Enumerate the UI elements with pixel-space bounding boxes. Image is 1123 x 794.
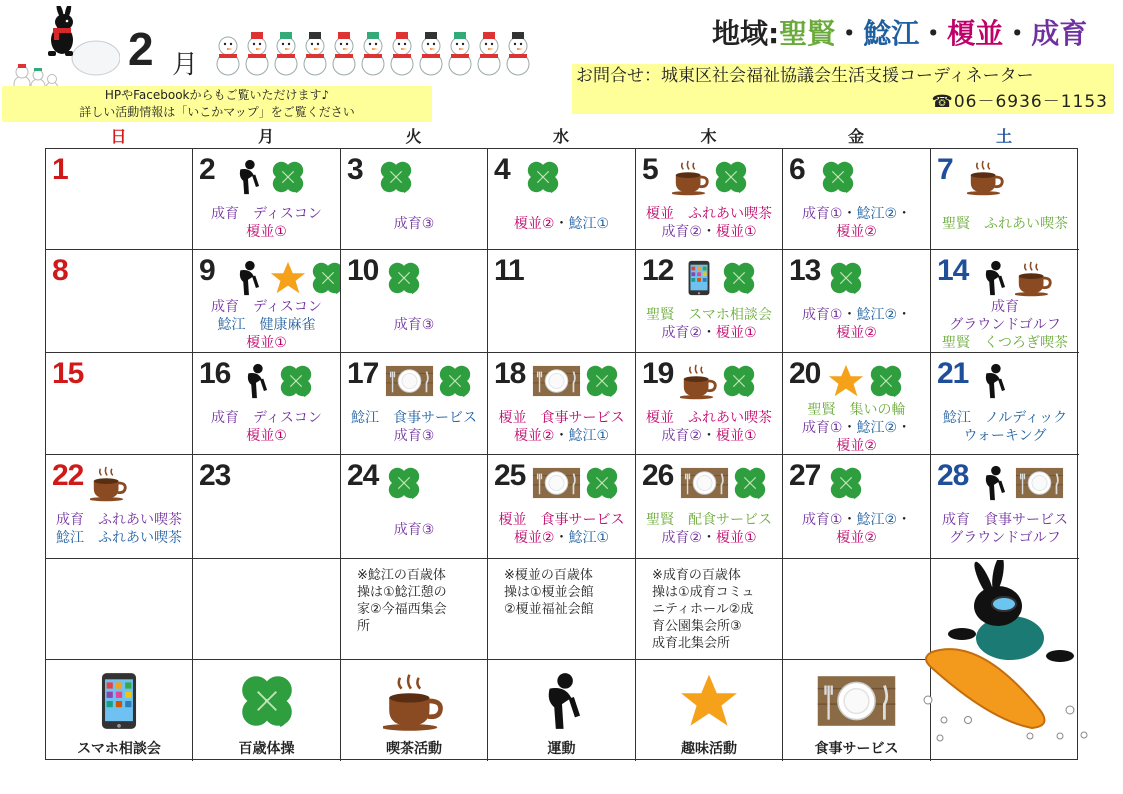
activity-icons [385, 256, 423, 300]
calendar-day-cell [193, 149, 341, 250]
exercise-icon [975, 362, 1013, 400]
event-list [783, 306, 930, 342]
event-line: 成育③ [393, 317, 435, 333]
clover-icon [377, 158, 415, 196]
coffee-icon [90, 464, 128, 502]
event-line: ウォーキング [963, 428, 1047, 444]
day-number: 22 [52, 459, 84, 492]
clover-icon [731, 464, 769, 502]
meal-icon [1015, 464, 1064, 502]
event-list [488, 511, 635, 547]
event-list [46, 511, 192, 547]
day-number: 10 [347, 254, 379, 287]
meal-icon [816, 670, 897, 732]
event-line: 榎並② [836, 438, 877, 454]
exercise-icon [237, 362, 275, 400]
calendar-day-cell [636, 353, 783, 455]
clover-icon [269, 158, 307, 196]
activity-icons [827, 359, 905, 403]
event-part: 鯰江② [856, 206, 898, 222]
event-part: ・ [842, 206, 857, 222]
calendar-day-cell [931, 455, 1079, 559]
note-cell [46, 559, 193, 660]
coffee-icon [967, 158, 1005, 196]
clover-icon [867, 362, 905, 400]
event-list [193, 409, 340, 445]
notice-banner [2, 86, 432, 122]
calendar-day-cell [193, 455, 341, 559]
activity-icons [827, 461, 865, 505]
smartphone-icon [88, 670, 150, 732]
exercise-icon [975, 259, 1013, 297]
legend-icon-wrap [193, 668, 340, 734]
event-line: 榎並② [836, 325, 877, 341]
legend-cell [341, 660, 488, 761]
calendar-day-cell [931, 353, 1079, 455]
notice-line-2: 詳しい活動情報は「いこかマップ」をご覧ください [79, 105, 355, 119]
activity-icons [90, 461, 128, 505]
region-name: 聖賢 [779, 17, 836, 50]
event-part: ・ [702, 224, 716, 240]
event-part: 成育① [801, 307, 843, 323]
event-line [783, 205, 930, 223]
calendar-day-cell [46, 455, 193, 559]
event-part: 成育① [801, 420, 843, 436]
event-part: ・ [702, 428, 716, 444]
event-part: 成育② [661, 428, 702, 444]
event-line [783, 511, 930, 529]
event-part: 榎並② [513, 428, 555, 444]
activity-icons [827, 256, 865, 300]
activity-icons [385, 359, 474, 403]
event-list [341, 215, 487, 233]
event-list [636, 205, 782, 241]
region-name: 鯰江 [863, 17, 920, 50]
event-list [488, 409, 635, 445]
event-list [783, 401, 930, 455]
event-line [636, 223, 782, 241]
clover-icon [524, 158, 562, 196]
event-line: 聖賢 集いの輪 [807, 402, 906, 418]
event-part: 鯰江① [568, 216, 610, 232]
day-number: 21 [937, 357, 969, 390]
day-number: 6 [789, 153, 805, 186]
calendar-day-cell [193, 250, 341, 353]
event-line: 聖賢 配食サービス [646, 512, 772, 528]
weekday-label: 火 [405, 127, 422, 146]
activity-icons [672, 155, 750, 199]
event-line [783, 306, 930, 324]
event-part: 成育② [661, 530, 702, 546]
clover-icon [385, 464, 423, 502]
exercise-icon [229, 158, 267, 196]
event-line: 聖賢 スマホ相談会 [646, 307, 772, 323]
activity-icons [680, 359, 758, 403]
calendar-day-cell [931, 250, 1079, 353]
event-part: 榎並② [513, 530, 555, 546]
event-list [783, 205, 930, 241]
smartphone-icon [680, 259, 718, 297]
legend-label: 百歳体操 [238, 741, 295, 757]
activity-icons [975, 256, 1053, 300]
contact-text: お問合せ：城東区社会福祉協議会生活支援コーディネーター [576, 66, 1034, 86]
clover-icon [720, 362, 758, 400]
event-line: 榎並② [836, 530, 877, 546]
event-part: 鯰江① [568, 428, 610, 444]
day-number: 23 [199, 459, 231, 492]
event-part: ・ [702, 530, 716, 546]
calendar-day-cell [341, 250, 488, 353]
event-part: 榎並① [716, 325, 757, 341]
weekday-label: 月 [257, 127, 274, 146]
clover-icon [436, 362, 474, 400]
day-number: 19 [642, 357, 674, 390]
calendar-day-cell [488, 250, 636, 353]
legend-label: スマホ相談会 [77, 741, 161, 757]
clover-icon [819, 158, 857, 196]
meal-icon [532, 362, 581, 400]
weekday-label: 日 [110, 127, 127, 146]
legend-cell [488, 660, 636, 761]
calendar-day-cell [636, 455, 783, 559]
day-number: 26 [642, 459, 674, 492]
event-list [193, 205, 340, 241]
region-separator: ・ [835, 17, 864, 50]
day-number: 1 [52, 153, 68, 186]
activity-icons [680, 461, 769, 505]
event-list [488, 215, 635, 233]
day-number: 17 [347, 357, 379, 390]
activity-icons [229, 155, 307, 199]
calendar-day-cell [636, 250, 783, 353]
legend-label: 食事サービス [814, 741, 899, 757]
event-part: ・ [897, 307, 912, 323]
clover-icon [277, 362, 315, 400]
clover-icon [385, 259, 423, 297]
venue-note: ※鯰江の百歳体 操は①鯰江憩の 家②今福西集会 所 [357, 568, 447, 634]
meal-icon [680, 464, 729, 502]
event-part: ・ [554, 428, 569, 444]
event-line: 成育 ふれあい喫茶 [56, 512, 182, 528]
event-line: 鯰江 健康麻雀 [217, 317, 316, 333]
event-list [931, 511, 1079, 547]
snowboarding-bunny-illustration [920, 560, 1100, 760]
legend-icon-wrap [46, 668, 192, 734]
event-part: 鯰江② [856, 512, 898, 528]
region-name: 成育 [1031, 17, 1088, 50]
clover-icon [712, 158, 750, 196]
coffee-icon [680, 362, 718, 400]
event-list [931, 215, 1079, 233]
snowmen-row-illustration [216, 22, 536, 82]
event-part: ・ [842, 512, 857, 528]
event-line: 成育③ [393, 428, 435, 444]
region-legend [712, 12, 1087, 52]
clover-icon [583, 362, 621, 400]
activity-icons [524, 155, 562, 199]
day-number: 11 [494, 254, 524, 287]
event-list [193, 298, 340, 352]
clover-icon [309, 259, 341, 297]
day-number: 9 [199, 254, 215, 287]
region-separator: ・ [1003, 17, 1032, 50]
legend-label: 運動 [547, 741, 576, 757]
event-part: ・ [702, 325, 716, 341]
legend-icon-wrap [488, 668, 635, 734]
event-line: 聖賢 ふれあい喫茶 [942, 216, 1068, 232]
day-number: 28 [937, 459, 969, 492]
exercise-icon [531, 670, 593, 732]
event-part: ・ [554, 216, 569, 232]
calendar-day-cell [46, 250, 193, 353]
weekday-label: 金 [847, 127, 864, 146]
exercise-icon [975, 464, 1013, 502]
weekday-label: 水 [552, 127, 569, 146]
note-cell [783, 559, 931, 660]
event-line: 成育 ディスコン [211, 206, 322, 222]
event-part: ・ [897, 420, 912, 436]
meal-icon [385, 362, 434, 400]
activity-icons [967, 155, 1005, 199]
activity-icons [385, 461, 423, 505]
coffee-icon [672, 158, 710, 196]
legend-cell [46, 660, 193, 761]
event-line [636, 427, 782, 445]
day-number: 20 [789, 357, 821, 390]
event-line [636, 529, 782, 547]
event-list [931, 298, 1079, 352]
day-number: 5 [642, 153, 658, 186]
event-list [341, 409, 487, 445]
event-list [341, 521, 487, 539]
event-part: ・ [842, 307, 857, 323]
star-icon [269, 259, 307, 297]
day-number: 16 [199, 357, 231, 390]
event-list [636, 306, 782, 342]
event-line: 榎並① [246, 428, 287, 444]
activity-icons [680, 256, 758, 300]
event-line: 成育 ディスコン [211, 299, 322, 315]
day-number: 24 [347, 459, 379, 492]
activity-icons [975, 359, 1013, 403]
event-line: 鯰江 ノルディック [942, 410, 1068, 426]
calendar-day-cell [783, 353, 931, 455]
phone-number: ☎06－6936－1153 [931, 92, 1108, 112]
calendar-day-cell [341, 455, 488, 559]
event-list [636, 409, 782, 445]
event-line [488, 427, 635, 445]
day-number: 7 [937, 153, 953, 186]
notice-line-1: HPやFacebookからもご覧いただけます♪ [104, 88, 330, 102]
event-part: 成育① [801, 206, 843, 222]
day-number: 4 [494, 153, 510, 186]
activity-icons [975, 461, 1064, 505]
event-part: 成育② [661, 224, 702, 240]
event-part: 鯰江② [856, 307, 898, 323]
event-line: 榎並① [246, 224, 287, 240]
star-icon [678, 670, 740, 732]
venue-note: ※成育の百歳体 操は①成育コミュ ニティホール②成 育公園集会所③ 成育北集会所 [652, 568, 755, 651]
note-cell [193, 559, 341, 660]
calendar-day-cell [488, 149, 636, 250]
calendar-day-cell [46, 149, 193, 250]
meal-icon [532, 464, 581, 502]
activity-icons [819, 155, 857, 199]
event-part: ・ [842, 420, 857, 436]
event-line: 鯰江 食事サービス [351, 410, 477, 426]
legend-cell [193, 660, 341, 761]
activity-icons [532, 461, 621, 505]
event-part: ・ [897, 206, 912, 222]
legend-icon-wrap [636, 668, 782, 734]
day-number: 15 [52, 357, 84, 390]
activity-icons [532, 359, 621, 403]
exercise-icon [229, 259, 267, 297]
event-line: 榎並① [246, 335, 287, 351]
clover-icon [827, 259, 865, 297]
weekday-header [45, 122, 1078, 148]
day-number: 18 [494, 357, 526, 390]
event-part: 成育② [661, 325, 702, 341]
event-line: グラウンドゴルフ [949, 317, 1061, 333]
clover-icon [236, 670, 298, 732]
calendar-day-cell [193, 353, 341, 455]
activity-icons [377, 155, 415, 199]
region-separator: ・ [919, 17, 948, 50]
activity-icons [237, 359, 315, 403]
day-number: 12 [642, 254, 674, 287]
event-line: 鯰江 ふれあい喫茶 [56, 530, 182, 546]
event-list [341, 316, 487, 334]
calendar-day-cell [783, 455, 931, 559]
day-number: 25 [494, 459, 526, 492]
event-line: 榎並 食事サービス [498, 512, 625, 528]
coffee-icon [383, 670, 445, 732]
legend-icon-wrap [783, 668, 930, 734]
legend-label: 趣味活動 [681, 741, 737, 757]
calendar-day-cell [488, 353, 636, 455]
note-cell [341, 559, 488, 660]
event-line: 成育③ [393, 522, 435, 538]
day-number: 2 [199, 153, 215, 186]
event-part: 鯰江② [856, 420, 898, 436]
event-part: 榎並① [716, 530, 757, 546]
calendar-day-cell [341, 149, 488, 250]
weekday-label: 木 [700, 127, 717, 146]
calendar-day-cell [46, 353, 193, 455]
event-line [488, 215, 635, 233]
event-line: 榎並 ふれあい喫茶 [646, 410, 772, 426]
event-list [636, 511, 782, 547]
event-line: 榎並 食事サービス [498, 410, 625, 426]
day-number: 14 [937, 254, 969, 287]
legend-icon-wrap [341, 668, 487, 734]
calendar-day-cell [783, 250, 931, 353]
clover-icon [583, 464, 621, 502]
event-line [636, 324, 782, 342]
event-line [783, 419, 930, 437]
calendar-day-cell [341, 353, 488, 455]
activity-icons [229, 256, 341, 300]
event-part: 榎並① [716, 428, 757, 444]
event-line [488, 529, 635, 547]
month-suffix: 月 [172, 50, 199, 80]
contact-box [572, 64, 1114, 114]
event-line: グラウンドゴルフ [949, 530, 1061, 546]
calendar-day-cell [636, 149, 783, 250]
day-number: 3 [347, 153, 363, 186]
event-line: 成育③ [393, 216, 435, 232]
event-line: 榎並 ふれあい喫茶 [646, 206, 772, 222]
event-list [931, 409, 1079, 445]
event-part: ・ [554, 530, 569, 546]
day-number: 27 [789, 459, 821, 492]
clover-icon [720, 259, 758, 297]
event-part: ・ [897, 512, 912, 528]
day-number: 13 [789, 254, 821, 287]
event-part: 榎並② [513, 216, 555, 232]
event-part: 榎並① [716, 224, 757, 240]
event-line: 成育 [991, 299, 1019, 315]
event-line: 成育 ディスコン [211, 410, 322, 426]
event-line: 榎並② [836, 224, 877, 240]
region-name: 榎並 [947, 17, 1004, 50]
note-cell [488, 559, 636, 660]
event-line: 聖賢 くつろぎ喫茶 [942, 335, 1068, 351]
clover-icon [827, 464, 865, 502]
venue-note: ※榎並の百歳体 操は①榎並会館 ②榎並福祉会館 [504, 568, 594, 617]
event-list [783, 511, 930, 547]
weekday-label: 土 [995, 127, 1012, 146]
month-number: 2 [128, 23, 155, 75]
event-part: 成育① [801, 512, 843, 528]
calendar-day-cell [488, 455, 636, 559]
calendar-day-cell [931, 149, 1079, 250]
event-part: 鯰江① [568, 530, 610, 546]
region-label: 地域: [712, 17, 780, 50]
event-line: 成育 食事サービス [942, 512, 1068, 528]
legend-cell [783, 660, 931, 761]
note-cell [636, 559, 783, 660]
day-number: 8 [52, 254, 68, 287]
legend-cell [636, 660, 783, 761]
legend-label: 喫茶活動 [386, 741, 442, 757]
star-icon [827, 362, 865, 400]
coffee-icon [1015, 259, 1053, 297]
calendar-day-cell [783, 149, 931, 250]
